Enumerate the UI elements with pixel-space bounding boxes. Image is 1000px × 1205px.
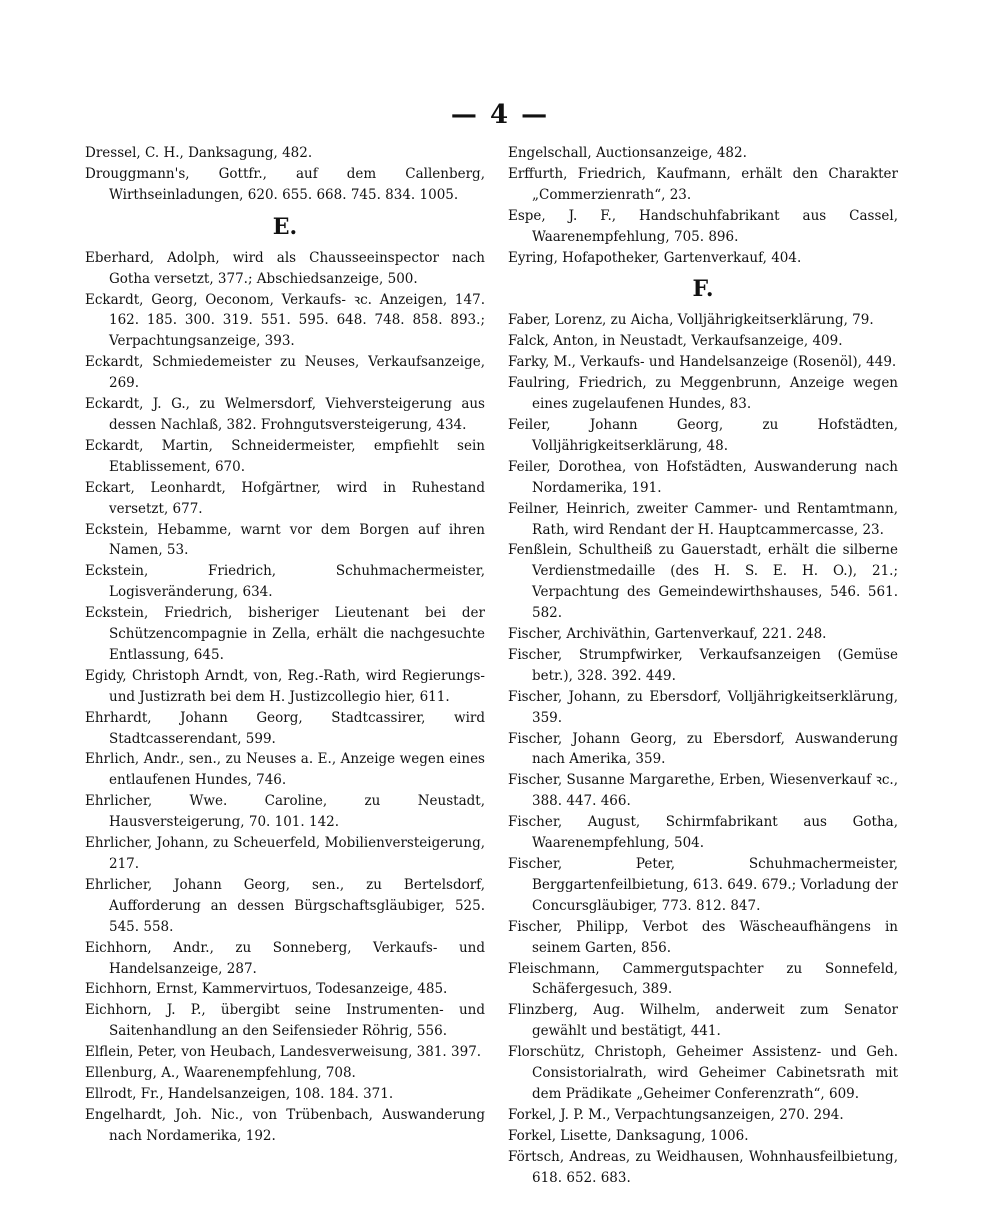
index-entry: Eckardt, Schmiedemeister zu Neuses, Verkaufsanzeige, 269. bbox=[85, 354, 485, 392]
index-entry: Feiler, Johann Georg, zu Hofstädten, Volljährigkeitserklärung, 48. bbox=[508, 416, 898, 454]
index-entry: Forkel, J. P. M., Verpachtungsanzeigen, 270. 294. bbox=[508, 1106, 844, 1123]
index-entry: Forkel, Lisette, Danksagung, 1006. bbox=[508, 1127, 749, 1144]
index-entry: Ehrlich, Andr., sen., zu Neuses a. E., Anzeige wegen eines entlaufenen Hundes, 746. bbox=[85, 751, 485, 789]
index-entry: Fenßlein, Schultheiß zu Gauerstadt, erhält die silberne Verdienstmedaille (des H. S. E. H. O.), 21.; Verpachtung des Gemeindewirthshauses, 546. 561. 582. bbox=[508, 542, 898, 622]
index-entry: Fischer, Peter, Schuhmachermeister, Berggartenfeilbietung, 613. 649. 679.; Vorladung der Concursgläubiger, 773. 812. 847. bbox=[508, 856, 898, 914]
index-entry: Eberhard, Adolph, wird als Chausseeinspector nach Gotha versetzt, 377.; Abschiedsanzeige, 500. bbox=[85, 249, 485, 287]
index-entry: Eichhorn, J. P., übergibt seine Instrumenten- und Saitenhandlung an den Seifensieder Röhrig, 556. bbox=[85, 1002, 485, 1040]
index-entry: Fischer, Philipp, Verbot des Wäscheaufhängens in seinem Garten, 856. bbox=[508, 918, 898, 956]
index-entry: Feiler, Dorothea, von Hofstädten, Auswanderung nach Nordamerika, 191. bbox=[508, 458, 898, 496]
index-entry: Espe, J. F., Handschuhfabrikant aus Cassel, Waarenempfehlung, 705. 896. bbox=[508, 207, 898, 245]
section-letter-f: F. bbox=[692, 276, 714, 303]
section-letter-e: E. bbox=[272, 213, 298, 240]
index-entry: Förtsch, Andreas, zu Weidhausen, Wohnhausfeilbietung, 618. 652. 683. bbox=[508, 1148, 898, 1186]
index-entry: Eckstein, Friedrich, Schuhmachermeister, Logisveränderung, 634. bbox=[85, 563, 485, 601]
index-entry: Fischer, Strumpfwirker, Verkaufsanzeigen (Gemüse betr.), 328. 392. 449. bbox=[508, 646, 898, 684]
right-column bbox=[508, 143, 898, 1189]
index-entry: Dressel, C. H., Danksagung, 482. bbox=[85, 145, 313, 161]
index-entry: Elflein, Peter, von Heubach, Landesverweisung, 381. 397. bbox=[85, 1044, 482, 1061]
index-entry: Eichhorn, Andr., zu Sonneberg, Verkaufs- und Handelsanzeige, 287. bbox=[85, 939, 485, 977]
index-entry: Eckardt, Martin, Schneidermeister, empfiehlt sein Etablissement, 670. bbox=[85, 437, 485, 475]
index-entry: Erffurth, Friedrich, Kaufmann, erhält den Charakter „Commerzienrath“, 23. bbox=[508, 165, 898, 203]
index-entry: Faulring, Friedrich, zu Meggenbrunn, Anzeige wegen eines zugelaufenen Hundes, 83. bbox=[508, 375, 898, 413]
index-entry: Fischer, August, Schirmfabrikant aus Gotha, Waarenempfehlung, 504. bbox=[508, 814, 898, 852]
index-entry: Fischer, Susanne Margarethe, Erben, Wiesenverkauf ꝛc., 388. 447. 466. bbox=[508, 772, 898, 810]
index-entry: Eyring, Hofapotheker, Gartenverkauf, 404. bbox=[508, 249, 802, 266]
index-entry: Engelhardt, Joh. Nic., von Trübenbach, Auswanderung nach Nordamerika, 192. bbox=[85, 1106, 485, 1144]
index-entry: Faber, Lorenz, zu Aicha, Volljährigkeitserklärung, 79. bbox=[508, 312, 874, 329]
index-entry: Eckardt, J. G., zu Welmersdorf, Viehversteigerung aus dessen Nachlaß, 382. Frohngutsversteigerung, 434. bbox=[85, 396, 485, 433]
index-entry: Eckardt, Georg, Oeconom, Verkaufs- ꝛc. Anzeigen, 147. 162. 185. 300. 319. 551. 595. 648. 748. 858. 893.; Verpachtungsanzeige, 393. bbox=[85, 291, 485, 350]
left-column bbox=[85, 143, 485, 1147]
index-entry: Eckart, Leonhardt, Hofgärtner, wird in Ruhestand versetzt, 677. bbox=[85, 479, 485, 517]
index-entry: Fleischmann, Cammergutspachter zu Sonnefeld, Schäfergesuch, 389. bbox=[508, 960, 898, 998]
index-entry: Ehrlicher, Johann Georg, sen., zu Bertelsdorf, Aufforderung an dessen Bürgschaftsgläubiger, 525. 545. 558. bbox=[85, 876, 485, 935]
index-entry: Eichhorn, Ernst, Kammervirtuos, Todesanzeige, 485. bbox=[85, 981, 448, 998]
index-entry: Ehrlicher, Johann, zu Scheuerfeld, Mobilienversteigerung, 217. bbox=[85, 835, 485, 872]
index-entry: Fischer, Archiväthin, Gartenverkauf, 221. 248. bbox=[508, 626, 827, 643]
index-entry: Engelschall, Auctionsanzeige, 482. bbox=[508, 145, 747, 161]
page-number: — 4 — bbox=[450, 100, 550, 130]
index-entry: Falck, Anton, in Neustadt, Verkaufsanzeige, 409. bbox=[508, 333, 843, 350]
index-entry: Eckstein, Friedrich, bisheriger Lieutenant bei der Schützencompagnie in Zella, erhält die nachgesuchte Entlassung, 645. bbox=[85, 605, 485, 663]
index-entry: Ellenburg, A., Waarenempfehlung, 708. bbox=[85, 1065, 356, 1082]
index-entry: Egidy, Christoph Arndt, von, Reg.-Rath, wird Regierungs- und Justizrath bei dem H. Justizcollegio hier, 611. bbox=[85, 667, 485, 705]
index-entry: Flinzberg, Aug. Wilhelm, anderweit zum Senator gewählt und bestätigt, 441. bbox=[508, 1002, 898, 1040]
index-entry: Fischer, Johann Georg, zu Ebersdorf, Auswanderung nach Amerika, 359. bbox=[508, 730, 898, 768]
index-entry: Drouggmann's, Gottfr., auf dem Callenberg, Wirthseinladungen, 620. 655. 668. 745. 834. 1005. bbox=[85, 165, 485, 203]
index-entry: Ellrodt, Fr., Handelsanzeigen, 108. 184. 371. bbox=[85, 1085, 394, 1102]
index-entry: Ehrlicher, Wwe. Caroline, zu Neustadt, Hausversteigerung, 70. 101. 142. bbox=[85, 793, 485, 831]
index-entry: Feilner, Heinrich, zweiter Cammer- und Rentamtmann, Rath, wird Rendant der H. Hauptcammercasse, 23. bbox=[508, 500, 898, 538]
index-entry: Eckstein, Hebamme, warnt vor dem Borgen auf ihren Namen, 53. bbox=[85, 521, 485, 559]
index-entry: Fischer, Johann, zu Ebersdorf, Volljährigkeitserklärung, 359. bbox=[508, 688, 898, 726]
index-entry: Farky, M., Verkaufs- und Handelsanzeige (Rosenöl), 449. bbox=[508, 354, 897, 371]
index-entry: Ehrhardt, Johann Georg, Stadtcassirer, wird Stadtcasserendant, 599. bbox=[85, 709, 485, 747]
index-entry: Florschütz, Christoph, Geheimer Assistenz- und Geh. Consistorialrath, wird Geheimer Cabinetsrath mit dem Prädikate „Geheimer Conferenzrath“, 609. bbox=[508, 1044, 898, 1102]
